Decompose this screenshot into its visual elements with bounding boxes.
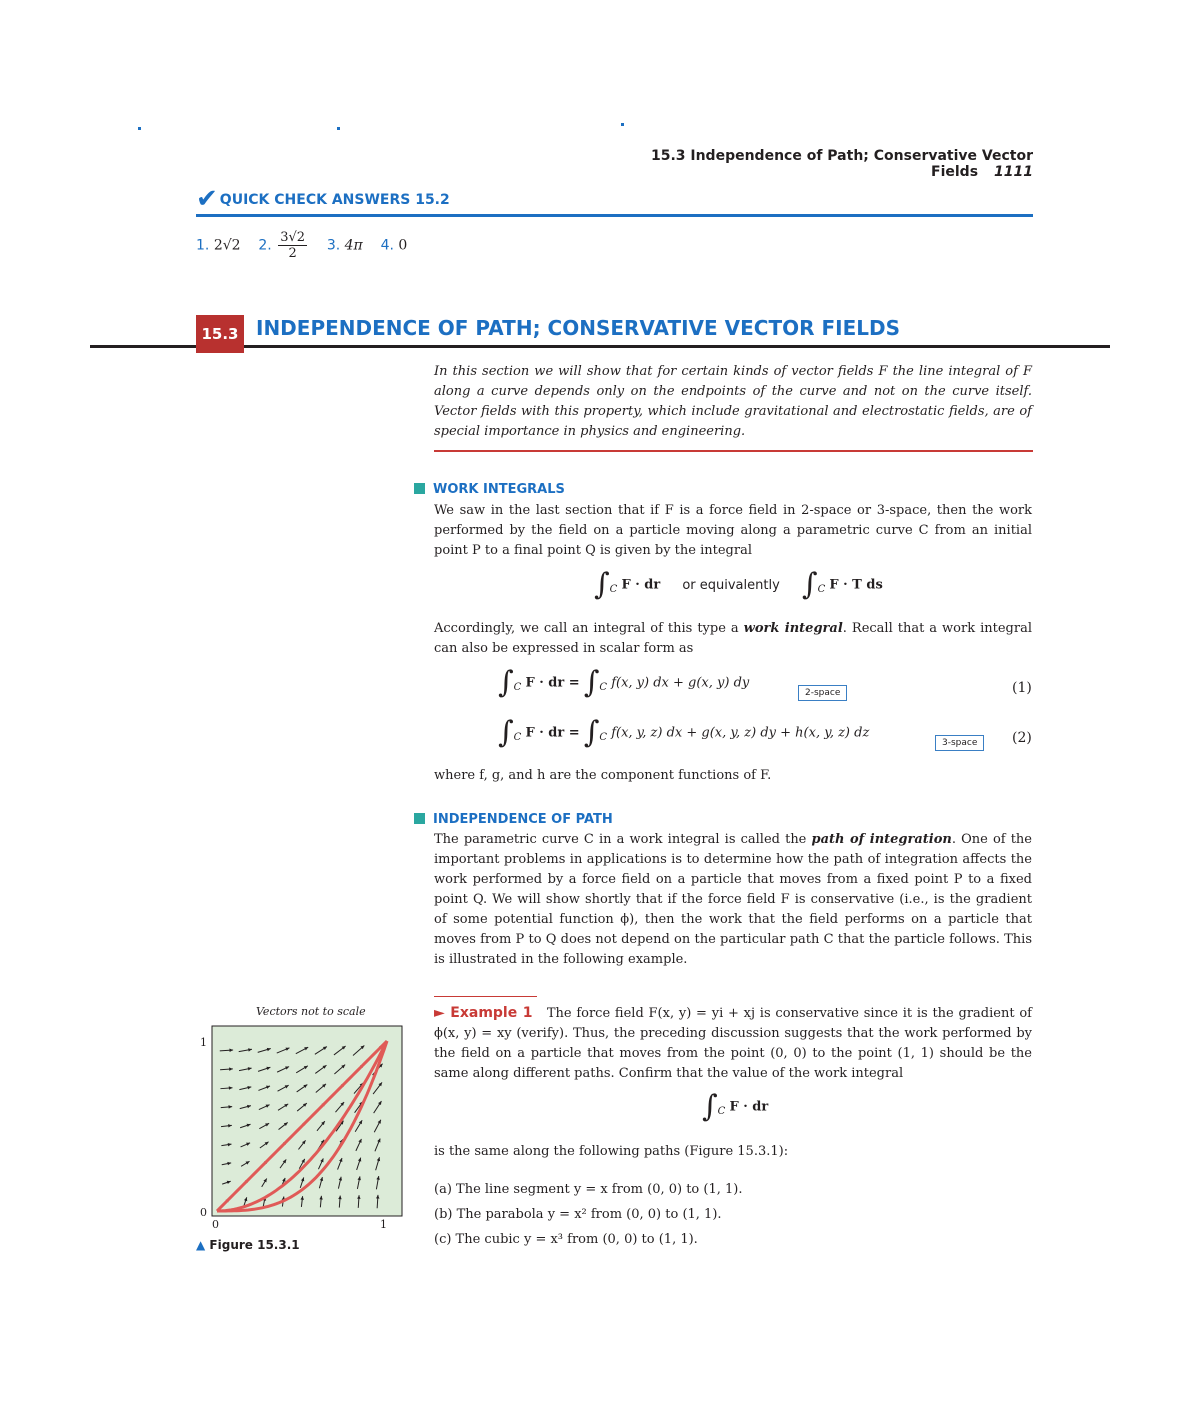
example-label: ► Example 1 [434,1005,533,1021]
equation-number-1: (1) [1012,680,1032,696]
independence-paragraph: The parametric curve C in a work integral is called the path of integration. One of the important problems in applications is to determine how the path of integration affects the work performed by a force field on a particle that moves from a fixed point P to a fixed point Q. We will show shortly that if the force field F is conservative (i.e., is the gradient of some potential function ϕ), then the work that the field performs on a particle that moves from P to Q does not depend on the particular path C that the particle follows. This is illustrated in the following example. [434,832,1032,967]
example-integral: $\int_C$ F · dr [702,1089,769,1124]
heading-square-icon [414,813,425,824]
quick-check-answers: 1. 2√2 2. $\frac{3√2}{2}$ 3. 4π 4. 0 [196,230,408,261]
quick-check-title: ✔ QUICK CHECK ANSWERS 15.2 [196,184,450,214]
path-item-b: (b) The parabola y = x² from (0, 0) to (1, 1). [434,1207,722,1222]
vector-field-plot [196,1018,416,1238]
intro-rule [434,450,1033,452]
checkmark-icon: ✔ [196,184,218,214]
tick-x0: 0 [212,1218,219,1231]
section-intro: In this section we will show that for certain kinds of vector fields F the line integral of F along a curve depends only on the endpoints of the curve and not on the curve itself. Vector fields with this property, which include gravitational and electrostatic fields, are of special importance in physics and engineering. [434,364,1032,439]
running-head [560,148,1033,180]
equation-1: $\int_C$ F · dr = $\int_C$ f(x, y) dx + g(x, y) dy [498,665,750,700]
example-1: ► Example 1 The force field F(x, y) = yi + xj is conservative since it is the gradient of ϕ(x, y) = xy (verify). Thus, the preceding discussion suggests that the work performed by the field on a particle that moves from the point (0, 0) to the point (1, 1) should be the same along different paths. Confirm that the value of the work integral [434,1005,1032,1081]
equation-2: $\int_C$ F · dr = $\int_C$ f(x, y, z) dx + g(x, y, z) dy + h(x, y, z) dz [498,715,870,750]
tick-x1: 1 [380,1218,387,1231]
figure-note: Vectors not to scale [256,1005,366,1018]
section-number: 15.3 [196,315,244,353]
tag-2-space: 2-space [798,680,847,701]
work-integral-equation: $\int_C$ F · dr or equivalently $\int_C$ F · T ds [594,567,883,602]
figure-15-3-1 [196,1018,416,1242]
quick-check-rule [196,214,1033,217]
page-number: 1111 [994,164,1033,180]
marker-dot [621,123,624,126]
marker-dot [138,127,141,130]
work-integrals-paragraph: We saw in the last section that if F is a force field in 2-space or 3-space, then the work performed by the field on a particle moving along a parametric curve C from an initial point P to a final point Q is given by the integral [434,503,1032,558]
example-rule [434,996,537,997]
marker-dot [337,127,340,130]
tag-3-space: 3-space [935,730,984,751]
figure-caption: ▲ Figure 15.3.1 [196,1238,300,1252]
section-title: INDEPENDENCE OF PATH; CONSERVATIVE VECTOR FIELDS [256,316,900,340]
heading-work-integrals: WORK INTEGRALS [414,482,565,497]
heading-square-icon [414,483,425,494]
example-paths-intro: is the same along the following paths (Figure 15.3.1): [434,1144,789,1159]
path-item-a: (a) The line segment y = x from (0, 0) to (1, 1). [434,1182,743,1197]
heading-independence-of-path: INDEPENDENCE OF PATH [414,812,613,827]
tick-y1: 1 [200,1036,207,1049]
triangle-icon: ▲ [196,1238,206,1252]
path-item-c: (c) The cubic y = x³ from (0, 0) to (1, 1). [434,1232,698,1247]
tick-y0: 0 [200,1206,207,1219]
work-integral-paragraph-2: Accordingly, we call an integral of this type a work integral. Recall that a work integral can also be expressed in scalar form as [434,621,1032,656]
component-functions-text: where f, g, and h are the component functions of F. [434,768,772,783]
answer-fraction: $\frac{3√2}{2}$ [280,230,306,261]
equation-number-2: (2) [1012,730,1032,746]
running-head-title: 15.3 Independence of Path; Conservative Vector Fields [650,148,1033,180]
